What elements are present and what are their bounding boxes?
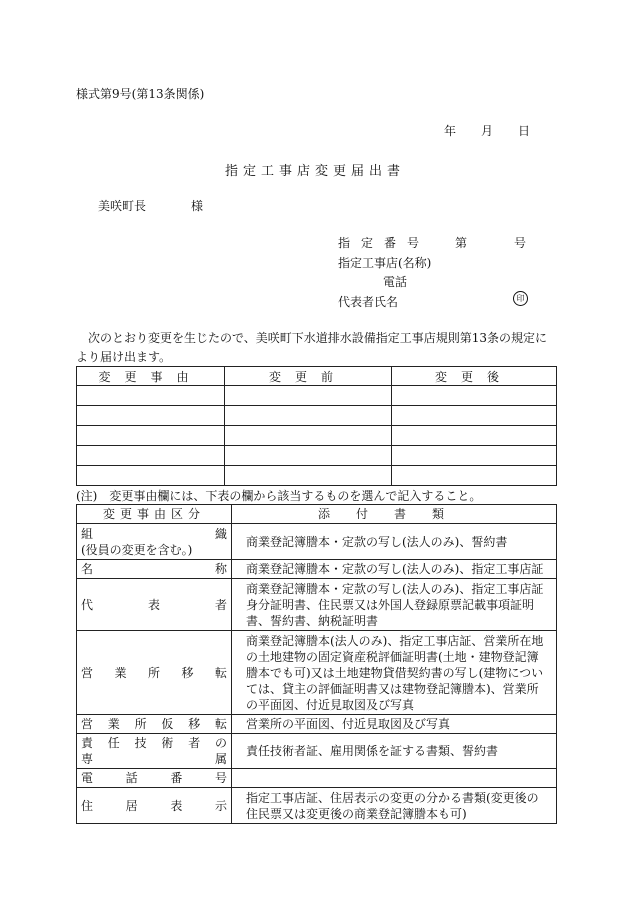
seal-icon: 印 — [513, 291, 528, 306]
header-category: 変更事由区分 — [77, 505, 232, 524]
change-table-header — [77, 367, 557, 386]
after-cell[interactable] — [392, 406, 557, 426]
category-label: 名 称 — [81, 562, 227, 576]
table-row — [77, 788, 557, 824]
addressee-honorific: 様 — [191, 199, 204, 213]
after-cell[interactable] — [392, 446, 557, 466]
table-row — [77, 769, 557, 788]
category-cell — [77, 715, 232, 734]
shop-name-label: 指定工事店(名称) — [338, 256, 432, 270]
reason-cell[interactable] — [77, 426, 225, 446]
date-row — [444, 122, 530, 139]
phone-label: 電話 — [383, 275, 408, 289]
before-cell[interactable] — [225, 386, 392, 406]
date-year: 年 — [444, 124, 457, 138]
attachment-cell: 商業登記簿謄本(法人のみ)、指定工事店証、営業所在地の土地建物の固定資産税評価証明書(土地・建物登記簿謄本でも可)又は土地建物貸借契約書の写し(建物については、貸主の評価証明書又は建物登記簿謄本)、営業所の平面図、付近見取図及び写真 — [232, 631, 557, 715]
after-cell[interactable] — [392, 386, 557, 406]
category-cell — [77, 560, 232, 579]
category-label: 営 業 所 仮 移 転 — [81, 717, 227, 731]
attachment-cell: 商業登記簿謄本・定款の写し(法人のみ)、指定工事店証 — [232, 560, 557, 579]
category-cell — [77, 524, 232, 560]
addressee — [98, 197, 203, 214]
date-day: 日 — [517, 124, 530, 138]
designation-number-suffix: 号 — [514, 236, 527, 250]
table-row — [77, 466, 557, 486]
attachment-cell: 商業登記簿謄本・定款の写し(法人のみ)、誓約書 — [232, 524, 557, 560]
table-row — [77, 734, 557, 769]
category-sublabel: (役員の変更を含む。) — [81, 542, 193, 557]
before-cell[interactable] — [225, 426, 392, 446]
attachment-cell: 商業登記簿謄本・定款の写し(法人のみ)、指定工事店証身分証明書、住民票又は外国人登録原票記載事項証明書、誓約書、納税証明書 — [232, 579, 557, 631]
attachment-cell: 責任技術者証、雇用関係を証する書類、誓約書 — [232, 734, 557, 769]
table-row — [77, 524, 557, 560]
attachment-cell: 指定工事店証、住居表示の変更の分かる書類(変更後の住民票又は変更後の商業登記簿謄本も可) — [232, 788, 557, 824]
reason-cell[interactable] — [77, 386, 225, 406]
reason-cell[interactable] — [77, 466, 225, 486]
category-cell — [77, 631, 232, 715]
representative-label: 代表者氏名 — [338, 295, 399, 309]
attachment-cell: 営業所の平面図、付近見取図及び写真 — [232, 715, 557, 734]
designation-number-label: 指定番号 — [338, 236, 431, 250]
reason-cell[interactable] — [77, 406, 225, 426]
attachment-table-header — [77, 505, 557, 524]
reason-cell[interactable] — [77, 446, 225, 466]
table-row — [77, 446, 557, 466]
table-row — [77, 560, 557, 579]
before-cell[interactable] — [225, 446, 392, 466]
header-after: 変更後 — [392, 367, 557, 386]
category-cell — [77, 769, 232, 788]
table-row — [77, 579, 557, 631]
addressee-name: 美咲町長 — [98, 199, 147, 213]
table-row — [77, 631, 557, 715]
category-label: 組 織 — [81, 526, 227, 541]
table-row — [77, 715, 557, 734]
after-cell[interactable] — [392, 466, 557, 486]
header-before: 変更前 — [225, 367, 392, 386]
header-change-reason: 変更事由 — [77, 367, 225, 386]
category-cell — [77, 579, 232, 631]
category-cell — [77, 734, 232, 769]
before-cell[interactable] — [225, 406, 392, 426]
category-sublabel: 専 属 — [81, 752, 227, 766]
category-label: 住 居 表 示 — [81, 798, 227, 813]
before-cell[interactable] — [225, 466, 392, 486]
attachment-cell — [232, 769, 557, 788]
intro-text: 次のとおり変更を生じたので、美咲町下水道排水設備指定工事店規則第13条の規定により届け出ます。 — [76, 331, 548, 364]
category-cell — [77, 788, 232, 824]
header-attachments: 添付書類 — [232, 505, 557, 524]
designation-number-prefix: 第 — [455, 236, 468, 250]
after-cell[interactable] — [392, 426, 557, 446]
attachment-table — [76, 504, 557, 824]
category-label: 代 表 者 — [81, 597, 227, 612]
table-row — [77, 426, 557, 446]
document-title: 指定工事店変更届出書 — [224, 164, 405, 179]
form-number: 様式第9号(第13条関係) — [76, 87, 205, 101]
category-label: 責 任 技 術 者 の — [81, 736, 227, 750]
date-month: 月 — [480, 124, 493, 138]
change-table — [76, 366, 557, 486]
note-text: (注) 変更事由欄には、下表の欄から該当するものを選んで記入すること。 — [76, 489, 482, 503]
table-row — [77, 406, 557, 426]
table-row — [77, 386, 557, 406]
category-label: 営 業 所 移 転 — [81, 665, 227, 680]
category-label: 電 話 番 号 — [81, 771, 227, 785]
